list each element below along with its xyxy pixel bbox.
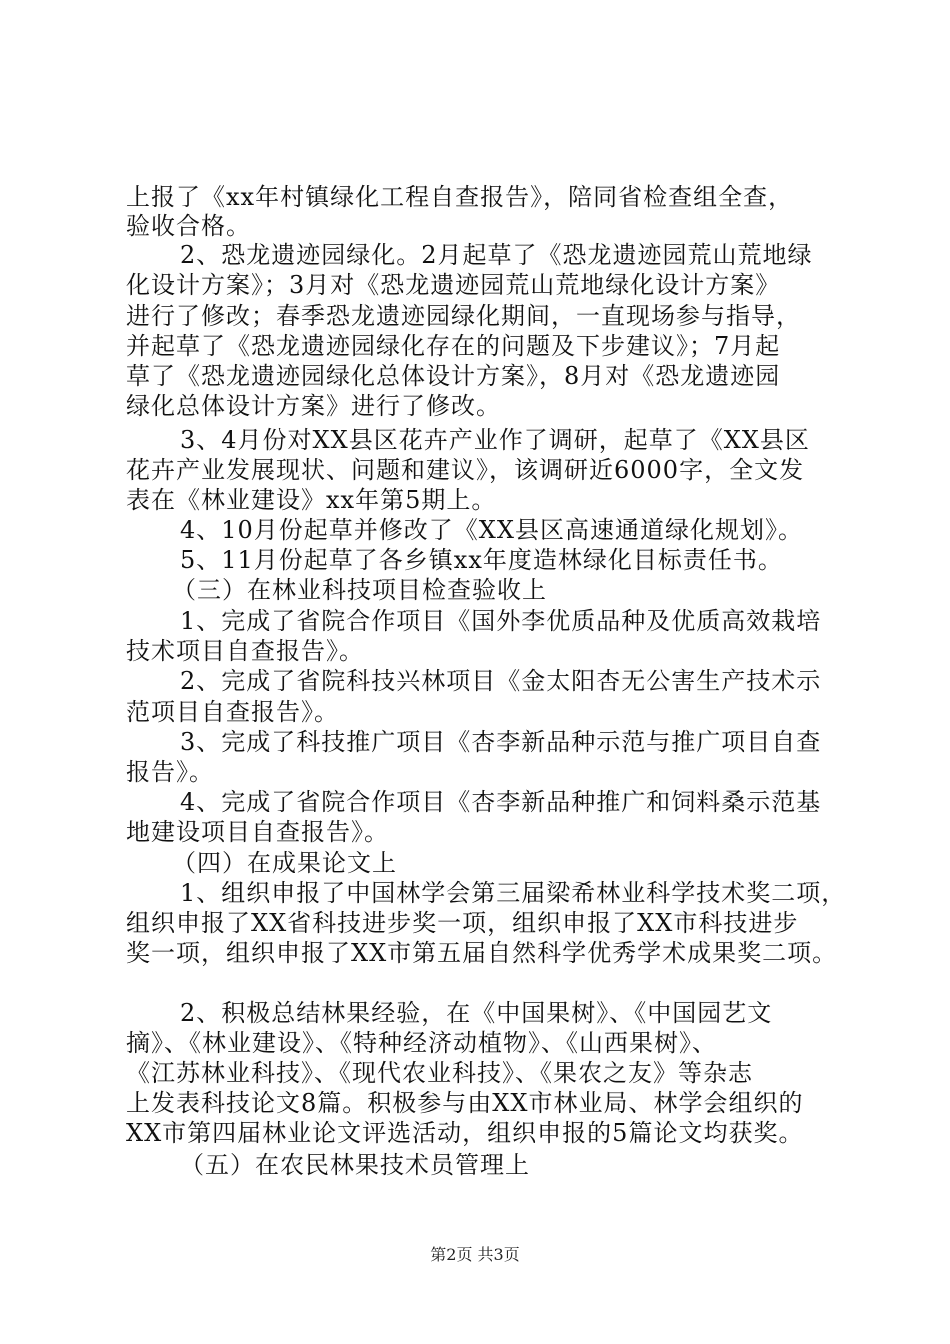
- text-line: 2、恐龙遗迹园绿化。2月起草了《恐龙遗迹园荒山荒地绿: [180, 241, 813, 269]
- text-line: 技术项目自查报告》。: [126, 637, 364, 665]
- text-line: 花卉产业发展现状、问题和建议》，该调研近6000字，全文发: [126, 456, 805, 484]
- text-line: 上发表科技论文8篇。积极参与由XX市林业局、林学会组织的: [126, 1089, 804, 1117]
- text-line: 3、4月份对XX县区花卉产业作了调研，起草了《XX县区: [180, 426, 810, 454]
- text-line: 绿化总体设计方案》进行了修改。: [126, 392, 501, 420]
- text-line: 2、积极总结林果经验，在《中国果树》、《中国园艺文: [180, 999, 773, 1027]
- text-line: 《江苏林业科技》、《现代农业科技》、《果农之友》等杂志: [126, 1059, 753, 1087]
- text-line: 摘》、《林业建设》、《特种经济动植物》、《山西果树》、: [126, 1029, 717, 1057]
- text-line: 报告》。: [126, 758, 214, 786]
- text-line: 进行了修改；春季恐龙遗迹园绿化期间，一直现场参与指导，: [126, 302, 801, 330]
- page-footer: 第2页 共3页: [430, 1245, 520, 1264]
- text-line: 化设计方案》；3月对《恐龙遗迹园荒山荒地绿化设计方案》: [126, 271, 781, 299]
- text-line: 上报了《xx年村镇绿化工程自查报告》，陪同省检查组全查，: [126, 183, 794, 211]
- text-line: 地建设项目自查报告》。: [126, 818, 389, 846]
- text-line: XX市第四届林业论文评选活动，组织申报的5篇论文均获奖。: [126, 1119, 804, 1147]
- text-line: 草了《恐龙遗迹园绿化总体设计方案》，8月对《恐龙遗迹园: [126, 362, 781, 390]
- text-line: 组织申报了XX省科技进步奖一项，组织申报了XX市科技进步: [126, 909, 799, 937]
- text-line: 4、10月份起草并修改了《XX县区高速通道绿化规划》。: [180, 516, 803, 544]
- text-line: 奖一项，组织申报了XX市第五届自然科学优秀学术成果奖二项。: [126, 939, 838, 967]
- text-line: 1、组织申报了中国林学会第三届梁希林业科学技术奖二项，: [180, 879, 847, 907]
- text-line: 验收合格。: [126, 212, 251, 240]
- section-heading: （四）在成果论文上: [172, 849, 397, 877]
- section-heading: （五）在农民林果技术员管理上: [180, 1151, 530, 1179]
- text-line: 2、完成了省院科技兴林项目《金太阳杏无公害生产技术示: [180, 667, 822, 695]
- text-line: 并起草了《恐龙遗迹园绿化存在的问题及下步建议》；7月起: [126, 332, 781, 360]
- text-line: 4、完成了省院合作项目《杏李新品种推广和饲料桑示范基: [180, 788, 822, 816]
- text-line: 3、完成了科技推广项目《杏李新品种示范与推广项目自查: [180, 728, 822, 756]
- text-line: 表在《林业建设》xx年第5期上。: [126, 486, 497, 514]
- text-line: 范项目自查报告》。: [126, 698, 339, 726]
- text-line: 5、11月份起草了各乡镇xx年度造林绿化目标责任书。: [180, 546, 783, 574]
- section-heading: （三）在林业科技项目检查验收上: [172, 576, 547, 604]
- text-line: 1、完成了省院合作项目《国外李优质品种及优质高效栽培: [180, 607, 822, 635]
